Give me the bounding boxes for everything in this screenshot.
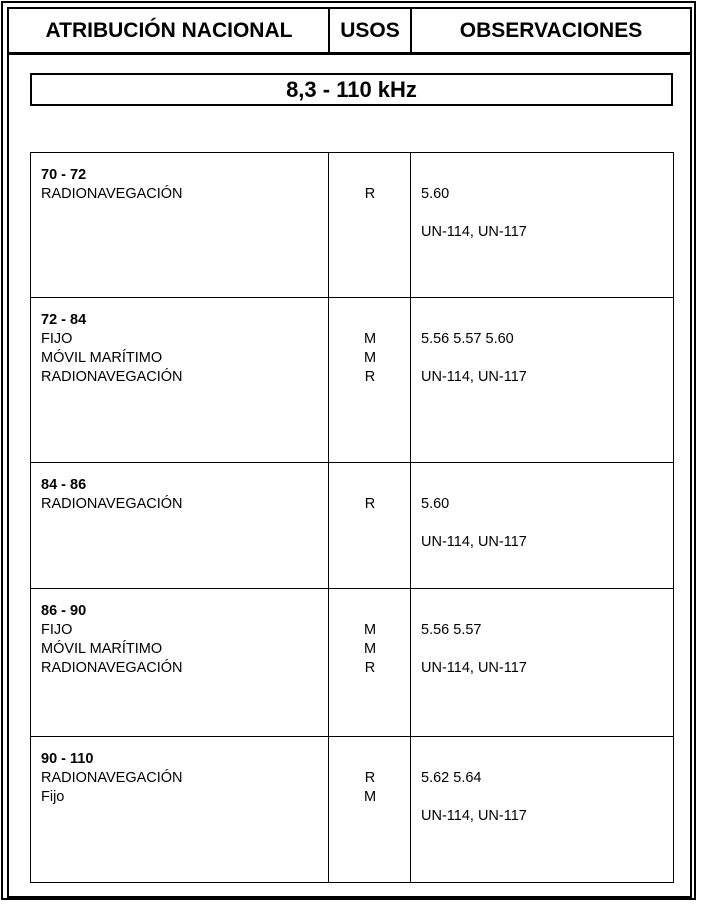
frequency-range: 86 - 90 <box>41 603 87 619</box>
footnote-refs: 5.60 <box>421 496 450 512</box>
footnote-refs: 5.62 5.64 <box>421 770 482 786</box>
uso-code: R <box>364 496 376 512</box>
uso-code: M <box>363 350 377 366</box>
national-notes: UN-114, UN-117 <box>421 808 527 824</box>
row-divider <box>30 588 674 589</box>
header-rule <box>9 52 690 55</box>
service-name: MÓVIL MARÍTIMO <box>41 641 163 657</box>
column-divider <box>410 152 411 883</box>
national-notes: UN-114, UN-117 <box>421 224 527 240</box>
service-name: RADIONAVEGACIÓN <box>41 770 183 786</box>
row-divider <box>30 462 674 463</box>
cell-usos <box>330 769 410 807</box>
cell-observaciones <box>421 769 527 826</box>
national-notes: UN-114, UN-117 <box>421 534 527 550</box>
cell-usos <box>330 330 410 387</box>
footnote-refs: 5.56 5.57 5.60 <box>421 331 514 347</box>
service-name: MÓVIL MARÍTIMO <box>41 350 163 366</box>
national-notes: UN-114, UN-117 <box>421 369 527 385</box>
service-name: RADIONAVEGACIÓN <box>41 496 183 512</box>
cell-usos <box>330 495 410 514</box>
cell-atribucion-nacional <box>41 166 183 204</box>
uso-code: R <box>364 660 376 676</box>
frequency-range: 90 - 110 <box>41 751 94 767</box>
column-divider <box>328 152 329 883</box>
row-divider <box>30 736 674 737</box>
service-name: RADIONAVEGACIÓN <box>41 660 183 676</box>
cell-observaciones <box>421 185 527 242</box>
frequency-range: 72 - 84 <box>41 312 87 328</box>
cell-atribucion-nacional <box>41 602 183 678</box>
service-name: FIJO <box>41 622 73 638</box>
cell-atribucion-nacional <box>41 476 183 514</box>
cell-atribucion-nacional <box>41 311 183 387</box>
uso-code: R <box>364 369 376 385</box>
cell-usos <box>330 621 410 678</box>
footnote-refs: 5.60 <box>421 186 450 202</box>
header-atribucion-nacional: ATRIBUCIÓN NACIONAL <box>45 18 293 42</box>
cell-observaciones <box>421 495 527 552</box>
header-observaciones: OBSERVACIONES <box>459 18 643 42</box>
cell-observaciones <box>421 330 527 387</box>
service-name: FIJO <box>41 331 73 347</box>
frequency-range: 84 - 86 <box>41 477 87 493</box>
uso-code: M <box>363 789 377 805</box>
uso-code: R <box>364 770 376 786</box>
uso-code: M <box>363 622 377 638</box>
uso-code: M <box>363 641 377 657</box>
cell-atribucion-nacional <box>41 750 183 807</box>
service-name: Fijo <box>41 789 65 805</box>
cell-usos <box>330 185 410 204</box>
national-notes: UN-114, UN-117 <box>421 660 527 676</box>
cell-observaciones <box>421 621 527 678</box>
frequency-band-title: 8,3 - 110 kHz <box>30 73 673 106</box>
frequency-range: 70 - 72 <box>41 167 87 183</box>
service-name: RADIONAVEGACIÓN <box>41 186 183 202</box>
footnote-refs: 5.56 5.57 <box>421 622 482 638</box>
service-name: RADIONAVEGACIÓN <box>41 369 183 385</box>
uso-code: M <box>363 331 377 347</box>
uso-code: R <box>364 186 376 202</box>
row-divider <box>30 297 674 298</box>
header-usos: USOS <box>340 18 400 42</box>
